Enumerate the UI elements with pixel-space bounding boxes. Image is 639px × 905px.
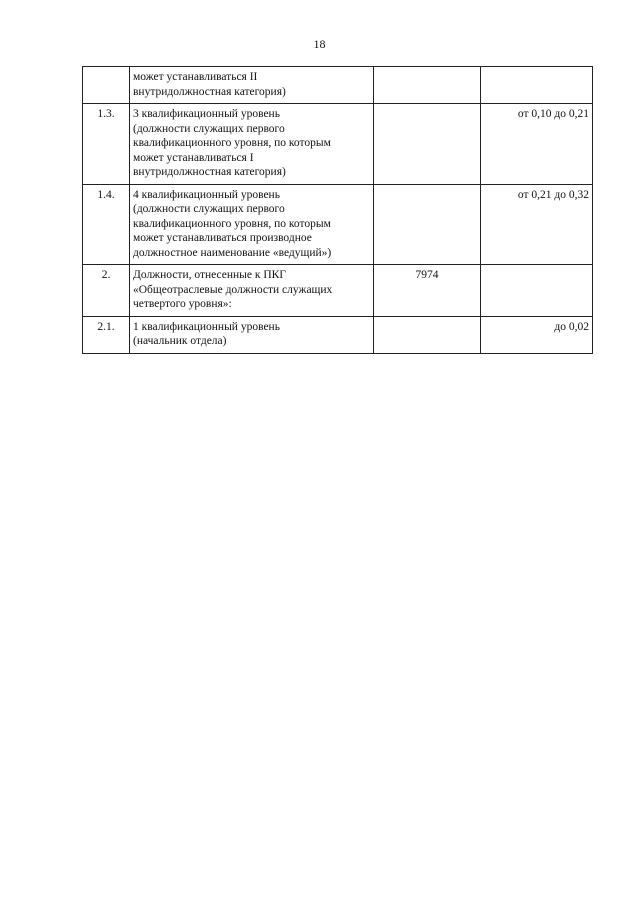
position-name-line: может устанавливаться I [133, 151, 254, 164]
table-row [83, 67, 593, 104]
position-name-line: четвертого уровня»: [133, 298, 232, 310]
position-name-line: Должности, отнесенные к ПКГ [133, 269, 286, 281]
table-row [83, 265, 593, 317]
code-cell [374, 184, 481, 265]
table-row [83, 184, 593, 265]
code-cell: 7974 [374, 265, 481, 317]
position-name-line: 4 квалификационный уровень [133, 188, 280, 201]
data-table [82, 66, 593, 354]
position-name-line: внутридолжностная категория) [133, 85, 286, 98]
position-name-line: (должности служащих первого [133, 203, 285, 215]
position-name-line: может устанавливаться II [133, 71, 258, 83]
code-cell [374, 316, 481, 353]
position-name-line: должностное наименование «ведущий») [133, 246, 332, 259]
position-name-line: (начальник отдела) [133, 335, 227, 347]
coefficient-cell: от 0,21 до 0,32 [481, 184, 593, 265]
table-row [83, 104, 593, 185]
row-number-cell [83, 67, 130, 104]
coefficient-cell: до 0,02 [481, 316, 593, 353]
row-number-cell: 2.1. [83, 316, 130, 353]
position-name-line: 1 квалификационный уровень [133, 320, 280, 333]
position-name-cell [130, 184, 374, 265]
page-number: 18 [313, 37, 326, 51]
coefficient-cell [481, 265, 593, 317]
position-name-cell [130, 67, 374, 104]
table-row [83, 316, 593, 353]
position-name-cell [130, 265, 374, 317]
position-name-line: 3 квалификационный уровень [133, 108, 280, 120]
position-name-line: квалификационного уровня, по которым [133, 217, 331, 230]
code-cell [374, 67, 481, 104]
position-name-line: может устанавливаться производное [133, 232, 312, 244]
row-number-cell: 2. [83, 265, 130, 317]
position-name-cell [130, 104, 374, 185]
position-name-line: (должности служащих первого [133, 122, 285, 135]
coefficient-cell [481, 67, 593, 104]
row-number-cell: 1.3. [83, 104, 130, 185]
position-name-cell [130, 316, 374, 353]
position-name-line: «Общеотраслевые должности служащих [133, 283, 333, 296]
row-number-cell: 1.4. [83, 184, 130, 265]
coefficient-cell: от 0,10 до 0,21 [481, 104, 593, 185]
position-name-line: внутридолжностная категория) [133, 166, 286, 178]
code-cell [374, 104, 481, 185]
position-name-line: квалификационного уровня, по которым [133, 137, 331, 149]
